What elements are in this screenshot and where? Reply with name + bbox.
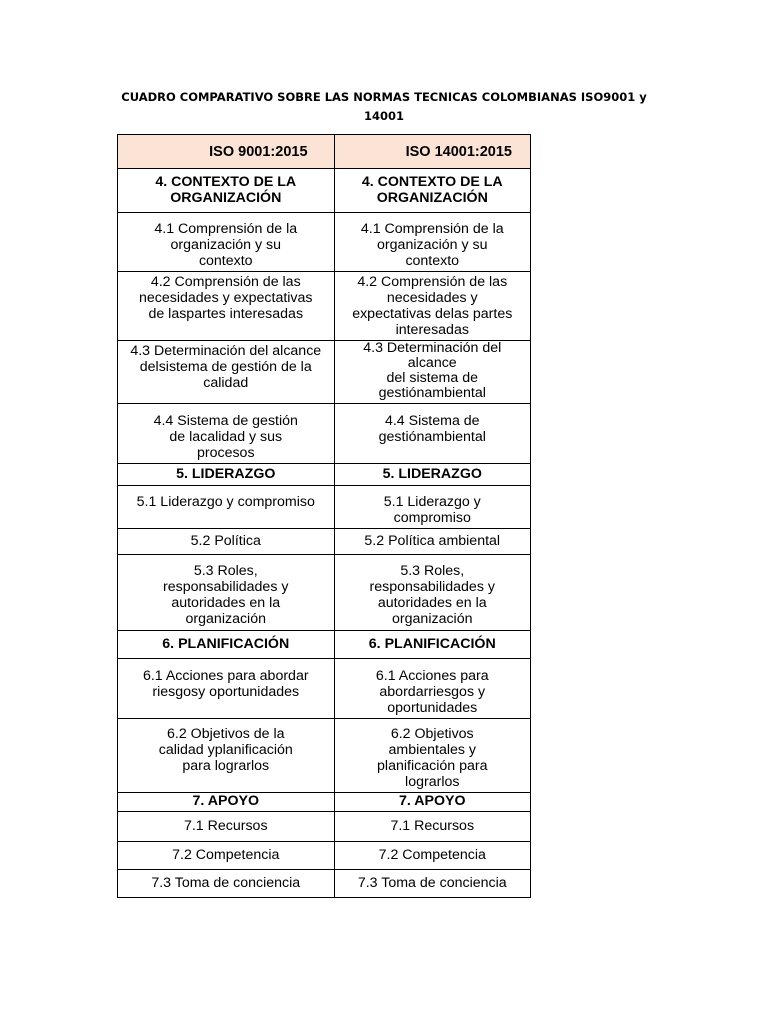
cell-iso14001: 7.1 Recursos (334, 812, 530, 842)
document-title: CUADRO COMPARATIVO SOBRE LAS NORMAS TECNICAS COLOMBIANAS ISO9001 y 14001 (121, 90, 647, 123)
cell-iso9001: 7.2 Competencia (118, 842, 335, 870)
cell-iso14001: 5.3 Roles, responsabilidades y autoridades en la organización (334, 555, 530, 631)
cell-iso14001: 7.3 Toma de conciencia (334, 870, 530, 898)
table-row (118, 719, 531, 793)
cell-iso14001: 5.1 Liderazgo y compromiso (334, 486, 530, 529)
cell-iso9001: 4. CONTEXTO DE LA ORGANIZACIÓN (118, 169, 335, 213)
header-iso9001: ISO 9001:2015 (118, 135, 335, 169)
table-row (118, 842, 531, 870)
table-row (118, 169, 531, 213)
table-row (118, 659, 531, 719)
cell-iso9001: 7. APOYO (118, 793, 335, 812)
cell-iso9001: 5.2 Política (118, 529, 335, 555)
cell-iso9001: 5.3 Roles, responsabilidades y autoridades en la organización (118, 555, 335, 631)
table-row (118, 213, 531, 272)
cell-iso14001: 6. PLANIFICACIÓN (334, 631, 530, 659)
cell-iso14001: 4. CONTEXTO DE LA ORGANIZACIÓN (334, 169, 530, 213)
table-row (118, 555, 531, 631)
cell-iso9001: 6.2 Objetivos de la calidad yplanificación para lograrlos (118, 719, 335, 793)
table-row (118, 529, 531, 555)
cell-iso14001: 5.2 Política ambiental (334, 529, 530, 555)
cell-iso9001: 7.3 Toma de conciencia (118, 870, 335, 898)
cell-iso9001: 5.1 Liderazgo y compromiso (118, 486, 335, 529)
cell-iso14001: 6.2 Objetivos ambientales y planificación para lograrlos (334, 719, 530, 793)
cell-iso14001: 4.3 Determinación del alcance del sistema de gestiónambiental (334, 341, 530, 404)
header-iso14001: ISO 14001:2015 (334, 135, 530, 169)
table-header-row (118, 135, 531, 169)
cell-iso14001: 7. APOYO (334, 793, 530, 812)
table-row (118, 870, 531, 898)
table-row (118, 486, 531, 529)
table-row (118, 464, 531, 486)
cell-iso9001: 4.2 Comprensión de las necesidades y expectativas de laspartes interesadas (118, 272, 335, 341)
table-row (118, 793, 531, 812)
cell-iso9001: 4.3 Determinación del alcance delsistema de gestión de la calidad (118, 341, 335, 404)
cell-iso14001: 5. LIDERAZGO (334, 464, 530, 486)
cell-iso14001: 6.1 Acciones para abordarriesgos y oportunidades (334, 659, 530, 719)
comparison-table (117, 134, 531, 898)
table-row (118, 812, 531, 842)
table-row (118, 341, 531, 404)
table-row (118, 631, 531, 659)
cell-iso9001: 7.1 Recursos (118, 812, 335, 842)
cell-iso14001: 4.4 Sistema de gestiónambiental (334, 404, 530, 464)
cell-iso14001: 7.2 Competencia (334, 842, 530, 870)
table-row (118, 272, 531, 341)
cell-iso9001: 4.1 Comprensión de la organización y su contexto (118, 213, 335, 272)
cell-iso9001: 6.1 Acciones para abordar riesgosy oportunidades (118, 659, 335, 719)
cell-iso9001: 5. LIDERAZGO (118, 464, 335, 486)
cell-iso14001: 4.2 Comprensión de las necesidades y expectativas delas partes interesadas (334, 272, 530, 341)
cell-iso9001: 4.4 Sistema de gestión de lacalidad y sus procesos (118, 404, 335, 464)
cell-iso9001: 6. PLANIFICACIÓN (118, 631, 335, 659)
table-row (118, 404, 531, 464)
cell-iso14001: 4.1 Comprensión de la organización y su contexto (334, 213, 530, 272)
